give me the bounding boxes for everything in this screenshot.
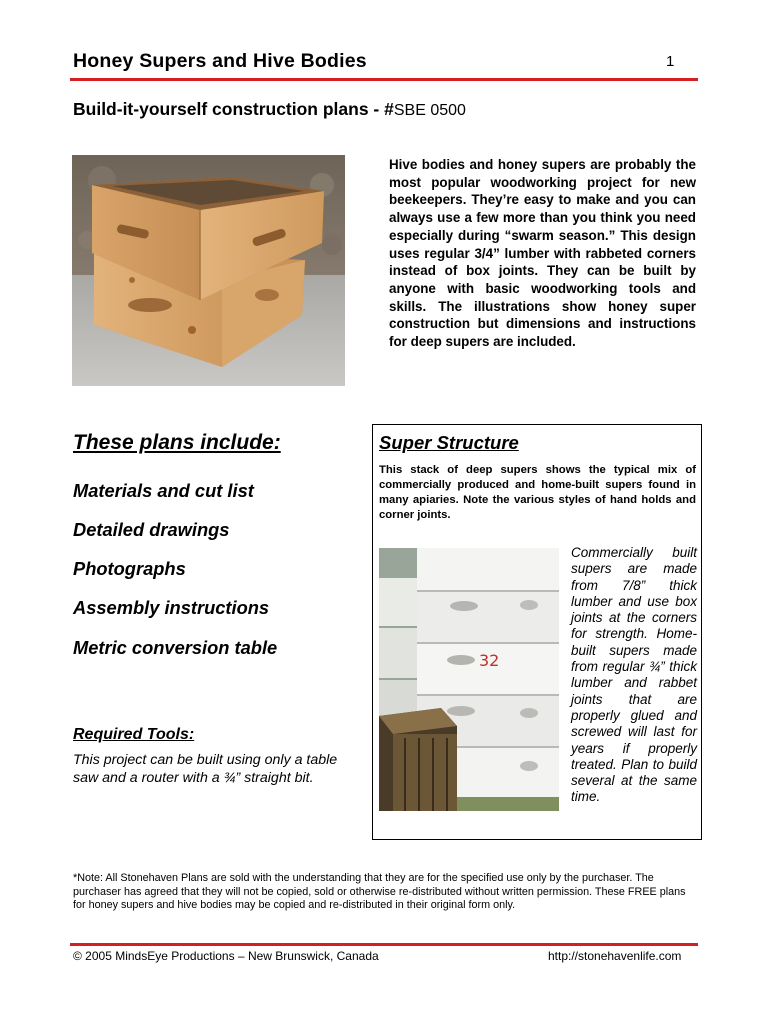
super-structure-intro: This stack of deep supers shows the typical mix of commercially produced and home-built supers found in many apiaries. Note the various styles of hand holds and corner joints. (379, 464, 696, 521)
required-tools-heading: Required Tools: (73, 726, 195, 743)
subtitle-text: Build-it-yourself construction plans - # (73, 99, 394, 119)
super-number-label: 32 (479, 651, 500, 670)
include-item: Photographs (73, 558, 186, 579)
plan-code: SBE 0500 (393, 102, 466, 119)
required-tools-text: This project can be built using only a table saw and a router with a ¾” straight bit. (73, 752, 338, 786)
include-item: Metric conversion table (73, 637, 278, 658)
footer-rule (70, 943, 698, 946)
super-structure-caption: Commercially built supers are made from 7/8” thick lumber and use box joints at the corners for strength. Home-built supers made from regular ¾” thick lumber and rabbet joints that are properly glued and screwed will last for years if properly treated. Plan to build several at the same time. (571, 545, 697, 805)
header-rule (70, 78, 698, 81)
page-header-title: Honey Supers and Hive Bodies (73, 50, 367, 72)
deep-supers-stack-photo (379, 548, 559, 811)
include-item: Assembly instructions (73, 597, 270, 618)
footer-url[interactable]: http://stonehavenlife.com (548, 949, 682, 963)
stacked-supers-photo (72, 155, 345, 386)
footer-copyright: © 2005 MindsEye Productions – New Brunswick, Canada (73, 949, 379, 963)
include-item: Materials and cut list (73, 480, 254, 501)
legal-note: *Note: All Stonehaven Plans are sold with the understanding that they are for the specified use only by the purchaser. The purchaser has agreed that they will not be copied, sold or otherwise re-distributed without written permission. These FREE plans for honey supers and hive bodies may be copied and re-distributed in their original form only. (73, 872, 686, 912)
super-structure-title: Super Structure (379, 432, 519, 453)
plans-include-heading: These plans include: (73, 431, 281, 454)
plan-subtitle (73, 99, 466, 120)
include-item: Detailed drawings (73, 519, 230, 540)
page-number: 1 (666, 53, 675, 70)
intro-paragraph: Hive bodies and honey supers are probably the most popular woodworking project for new beekeepers. They’re easy to make and you can always use a few more than you think you need especially during “swarm season.” This design uses regular 3/4” lumber with rabbeted corners instead of box joints. They can be built by anyone with basic woodworking tools and skills. The illustrations show honey super construction but dimensions and instructions for deep supers are included. (389, 157, 696, 350)
